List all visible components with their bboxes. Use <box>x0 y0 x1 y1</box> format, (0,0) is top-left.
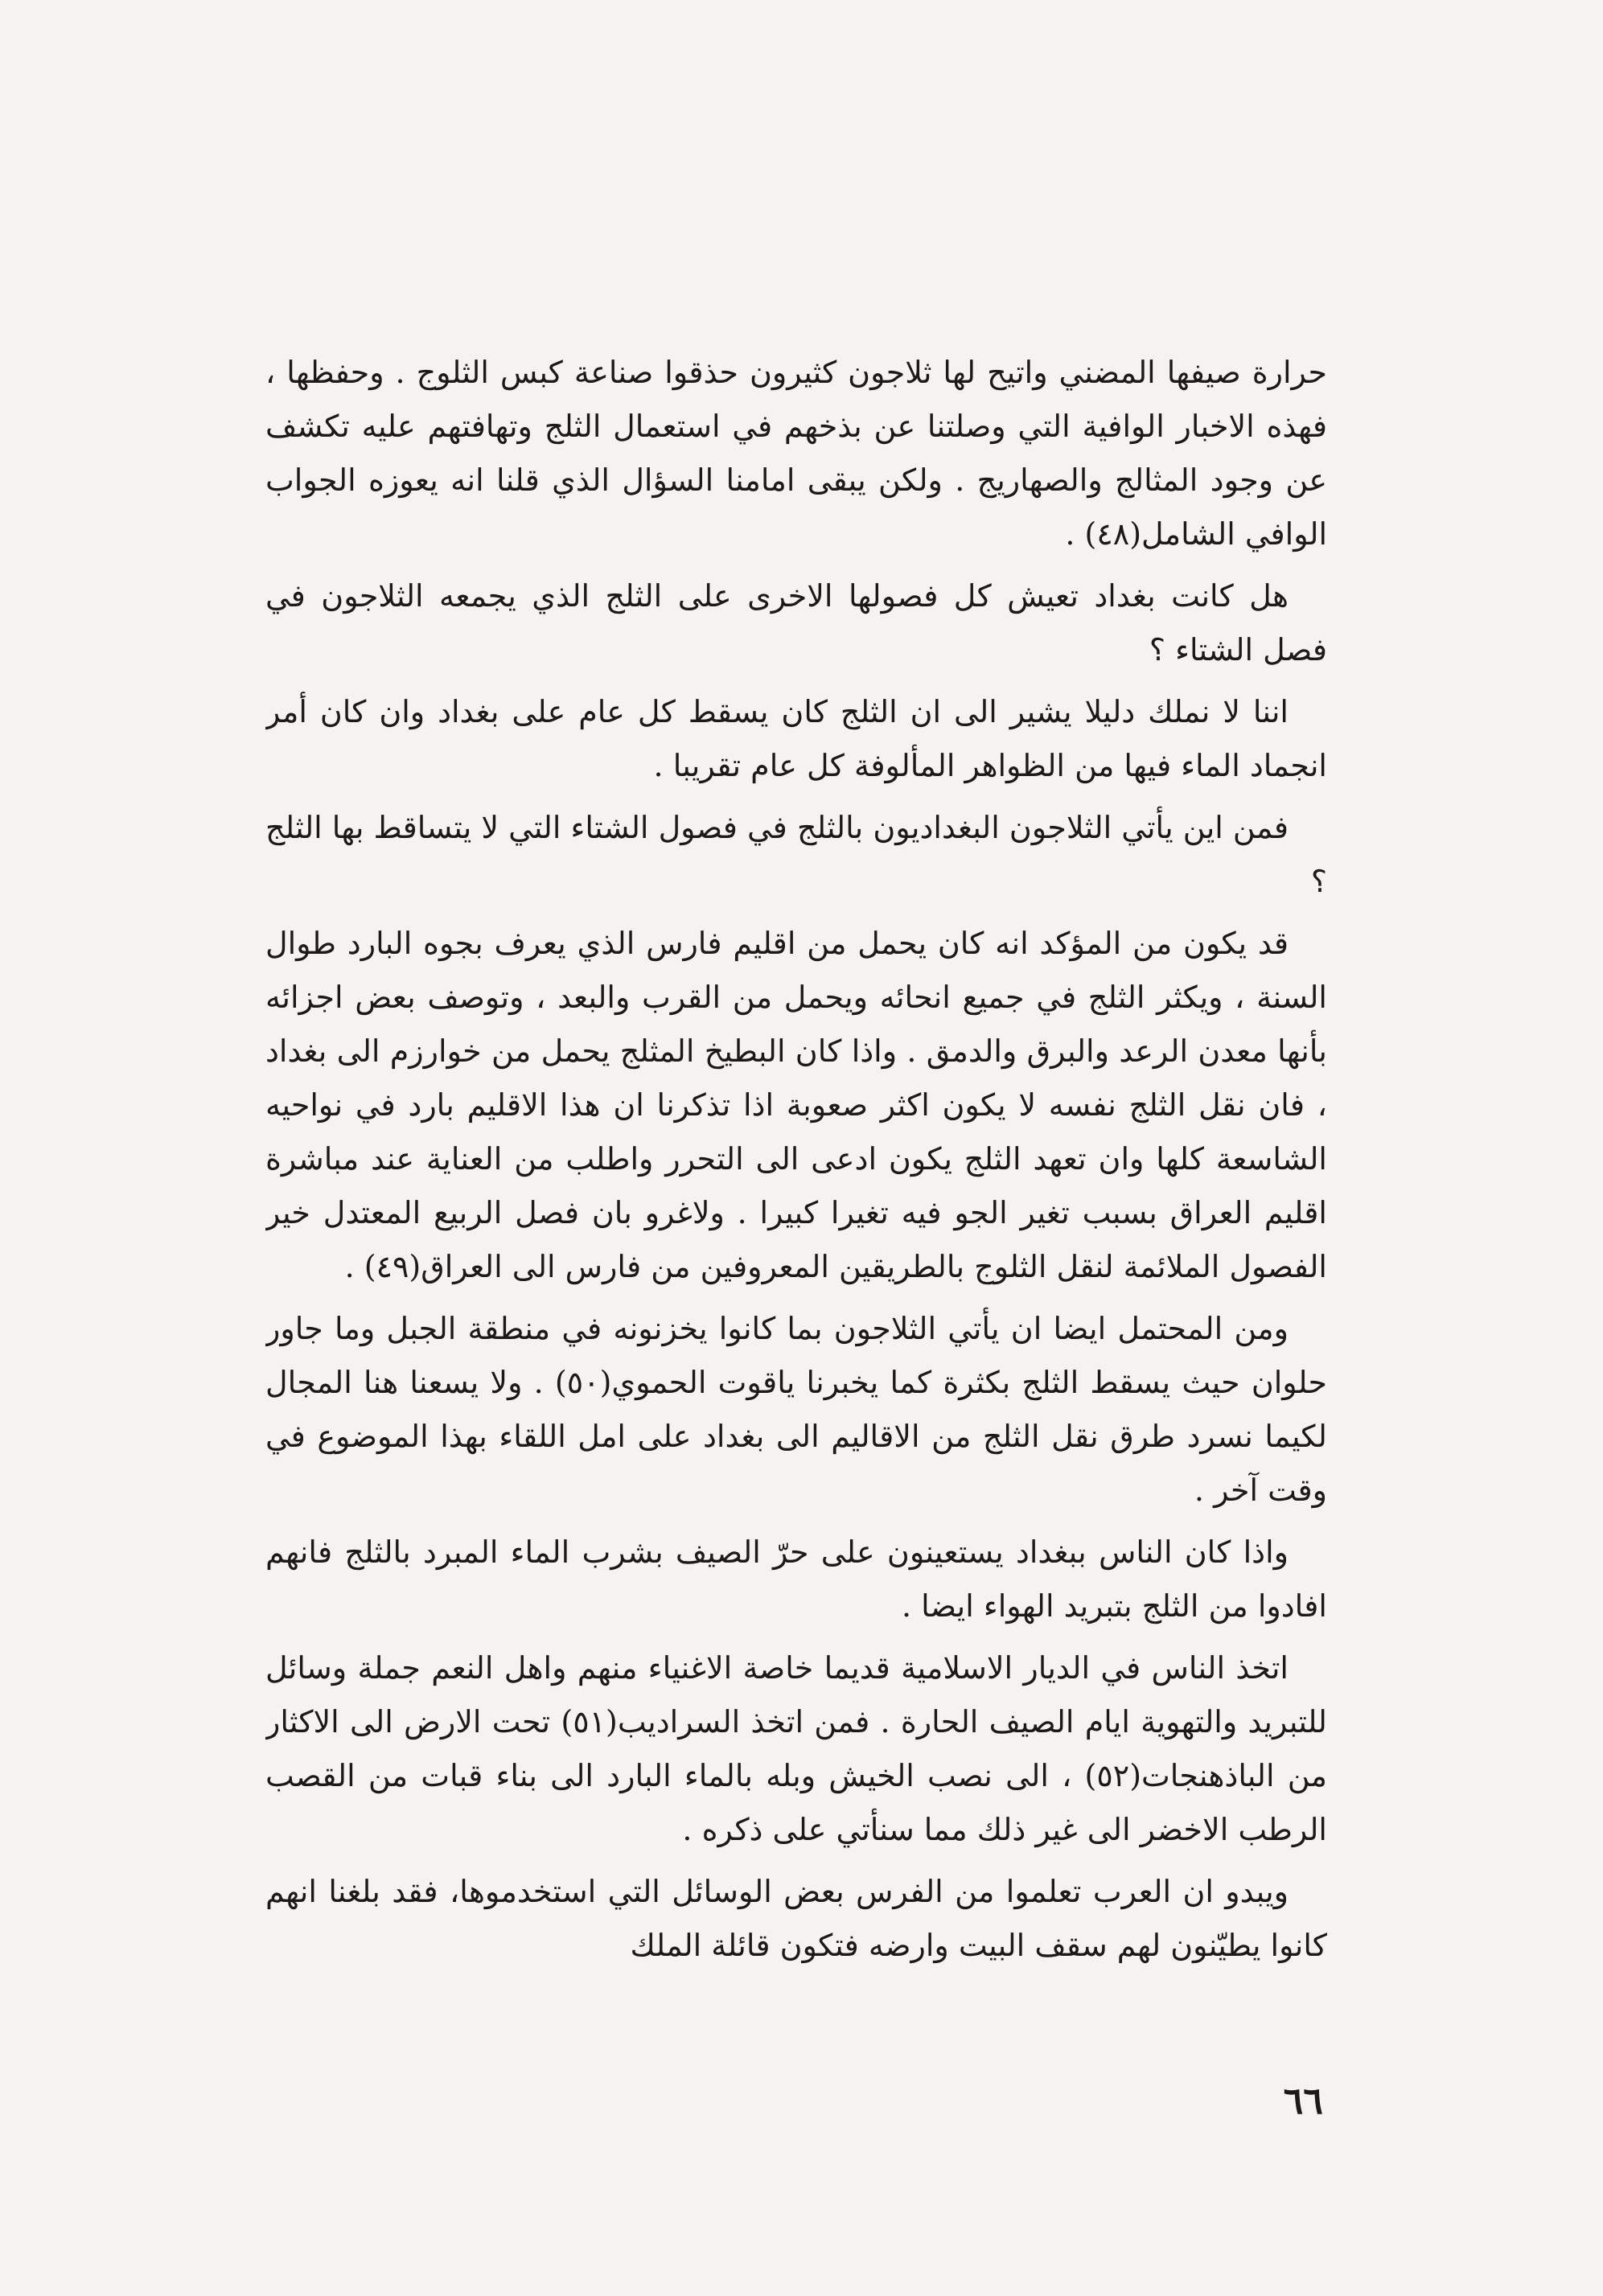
page-number: ٦٦ <box>1283 2079 1323 2122</box>
body-text <box>265 346 1327 2059</box>
paragraph-3: اننا لا نملك دليلا يشير الى ان الثلج كان يسقط كل عام على بغداد وان كان أمر انجماد الماء فيها من الظواهر المألوفة كل عام تقريبا . <box>265 694 1327 783</box>
paragraph-1: حرارة صيفها المضني واتيح لها ثلاجون كثيرون حذقوا صناعة كبس الثلوج . وحفظها ، فهذه الاخبار الوافية التي وصلتنا عن بذخهم في استعمال الثلج وتهافتهم عليه تكشف عن وجود المثالج والصهاريج . ولكن يبقى امامنا السؤال الذي قلنا انه يعوزه الجواب الوافي الشامل(٤٨) . <box>265 355 1327 552</box>
paragraph-7: واذا كان الناس ببغداد يستعينون على حرّ الصيف بشرب الماء المبرد بالثلج فانهم افادوا من الثلج بتبريد الهواء ايضا . <box>265 1534 1327 1624</box>
paragraph-4: فمن اين يأتي الثلاجون البغداديون بالثلج في فصول الشتاء التي لا يتساقط بها الثلج ؟ <box>265 810 1327 899</box>
paragraph-9: ويبدو ان العرب تعلموا من الفرس بعض الوسائل التي استخدموها، فقد بلغنا انهم كانوا يطيّنون لهم سقف البيت وارضه فتكون قائلة الملك <box>265 1874 1327 1963</box>
paragraph-8: اتخذ الناس في الديار الاسلامية قديما خاصة الاغنياء منهم واهل النعم جملة وسائل للتبريد والتهوية ايام الصيف الحارة . فمن اتخذ السراديب(٥١) تحت الارض الى الاكثار من الباذهنجات(٥٢) ، الى نصب الخيش وبله بالماء البارد الى بناء قبات من القصب الرطب الاخضر الى غير ذلك مما سنأتي على ذكره . <box>265 1650 1327 1847</box>
paragraph-2: هل كانت بغداد تعيش كل فصولها الاخرى على الثلج الذي يجمعه الثلاجون في فصل الشتاء ؟ <box>265 578 1327 667</box>
paragraph-5: قد يكون من المؤكد انه كان يحمل من اقليم فارس الذي يعرف بجوه البارد طوال السنة ، ويكثر الثلج في جميع انحائه ويحمل من القرب والبعد ، وتوصف بعض اجزائه بأنها معدن الرعد والبرق والدمق . واذا كان البطيخ المثلج يحمل من خوارزم الى بغداد ، فان نقل الثلج نفسه لا يكون اكثر صعوبة اذا تذكرنا ان هذا الاقليم بارد في نواحيه الشاسعة كلها وان تعهد الثلج يكون ادعى الى التحرر واطلب من العناية عند مباشرة اقليم العراق بسبب تغير الجو فيه تغيرا كبيرا . ولاغرو بان فصل الربيع المعتدل خير الفصول الملائمة لنقل الثلوج بالطريقين المعروفين من فارس الى العراق(٤٩) . <box>265 926 1327 1284</box>
paragraph-6: ومن المحتمل ايضا ان يأتي الثلاجون بما كانوا يخزنونه في منطقة الجبل وما جاور حلوان حيث يسقط الثلج بكثرة كما يخبرنا ياقوت الحموي(٥٠) . ولا يسعنا هنا المجال لكيما نسرد طرق نقل الثلج من الاقاليم الى بغداد على امل اللقاء بهذا الموضوع في وقت آخر . <box>265 1311 1327 1508</box>
